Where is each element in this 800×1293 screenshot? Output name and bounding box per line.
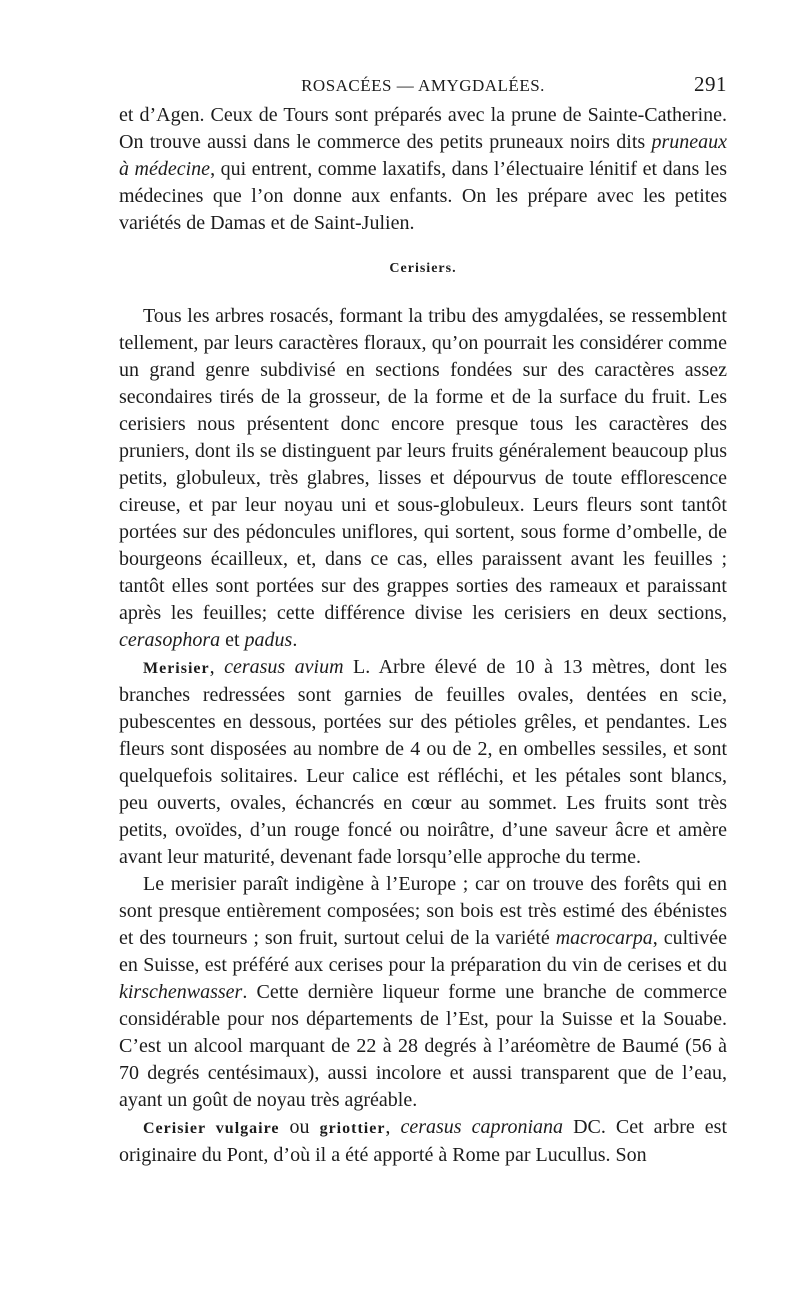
term-merisier: Merisier: [143, 660, 210, 677]
latin-cerasus-avium: cerasus avium: [224, 656, 344, 678]
latin-cerasus-caproniana: cerasus caproniana: [400, 1116, 564, 1138]
p1-italic-1: cerasophora: [119, 629, 221, 651]
p3-text-1: Le merisier paraît indigène à l’Europe ; car on trouve des forêts qui en sont presque entièrement composées; son bois est très estimé des ébénistes et des tourneurs ; son fruit, surtout celui de la variété: [119, 873, 727, 949]
section-title: Cerisiers.: [389, 261, 457, 276]
p3-text-2: , cultivée en Suisse, est préféré aux cerises pour la préparation du vin de cerises et du: [119, 927, 727, 976]
p3-text-3: . Cette dernière liqueur forme une branche de commerce considérable pour nos départements de l’Est, pour la Suisse et la Souabe. C’est un alcool marquant de 22 à 28 degrés à l’aréomètre de Baumé (56 à 70 degrés centésimaux), aussi incolore et aussi transparent que de l’eau, ayant un goût de noyau très agréable.: [119, 981, 727, 1111]
intro-text-1: et d’Agen. Ceux de Tours sont préparés avec la prune de Sainte-Catherine. On trouve aussi dans le commerce des petits pruneaux noirs dits: [119, 104, 727, 153]
term-griottier: griottier: [319, 1120, 386, 1137]
intro-italic: pruneaux à médecine: [119, 131, 727, 180]
intro-paragraph: [119, 102, 727, 237]
book-page: [119, 70, 727, 1169]
p1-text-1: Tous les arbres rosacés, formant la tribu des amygdalées, se ressemblent tellement, par leurs caractères floraux, qu’on pourrait les considérer comme un grand genre subdivisé en sections fondées sur des caractères assez secondaires tirés de la grosseur, de la forme et de la surface du fruit. Les cerisiers nous présentent donc encore presque tous les caractères des pruniers, dont ils se distinguent par leurs fruits généralement beaucoup plus petits, globuleux, très glabres, lisses et dépourvus de toute efflorescence cireuse, et par leur noyau uni et sous-globuleux. Leurs fleurs sont tantôt portées sur des pédoncules uniflores, qui sortent, sous forme d’ombelle, de bourgeons écailleux, et, dans ce cas, elles paraissent avant les feuilles ; tantôt elles sont portées sur des grappes sorties des rameaux et paraissant après les feuilles; cette différence divise les cerisiers en deux sections,: [119, 305, 727, 624]
paragraph-cerisiers: [119, 303, 727, 654]
paragraph-merisier: [119, 654, 727, 871]
p1-text-3: .: [292, 629, 298, 651]
p4-text: DC. Cet arbre est originaire du Pont, d’où il a été apporté à Rome par Lucullus. Son: [119, 1116, 728, 1166]
p4-sep-1: ou: [279, 1116, 320, 1138]
body-text: [119, 102, 727, 1169]
p3-italic-1: macrocarpa: [555, 927, 653, 949]
p2-sep: ,: [209, 656, 225, 678]
p2-text: L. Arbre élevé de 10 à 13 mètres, dont les branches redressées sont garnies de feuilles ovales, dentées en scie, pubescentes en dessous, portées sur des pétioles grêles, et pendantes. Les fleurs sont disposées au nombre de 4 ou de 2, en ombelles sessiles, et sont quelquefois solitaires. Leur calice est réfléchi, et les pétales sont blancs, peu ouverts, ovales, échancrés en cœur au sommet. Les fruits sont très petits, ovoïdes, d’un rouge foncé ou noirâtre, d’une saveur âcre et amère avant leur maturité, devenant fade lorsqu’elle approche du terme.: [119, 656, 728, 868]
term-cerisier-vulgaire: Cerisier vulgaire: [143, 1120, 280, 1137]
p3-italic-2: kirschenwasser: [119, 981, 243, 1003]
page-number: 291: [694, 72, 727, 96]
p4-sep-2: ,: [385, 1116, 401, 1138]
running-title: ROSACÉES — AMYGDALÉES.: [301, 76, 545, 95]
p1-text-2: et: [220, 629, 245, 651]
page-header: [119, 70, 727, 102]
p1-italic-2: padus: [244, 629, 293, 651]
paragraph-cerisier-vulgaire: [119, 1114, 727, 1169]
paragraph-merisier-usage: [119, 871, 727, 1114]
intro-text-2: , qui entrent, comme laxatifs, dans l’électuaire lénitif et dans les médecines que l’on donne aux enfants. On les prépare avec les petites variétés de Damas et de Saint-Julien.: [119, 158, 728, 234]
